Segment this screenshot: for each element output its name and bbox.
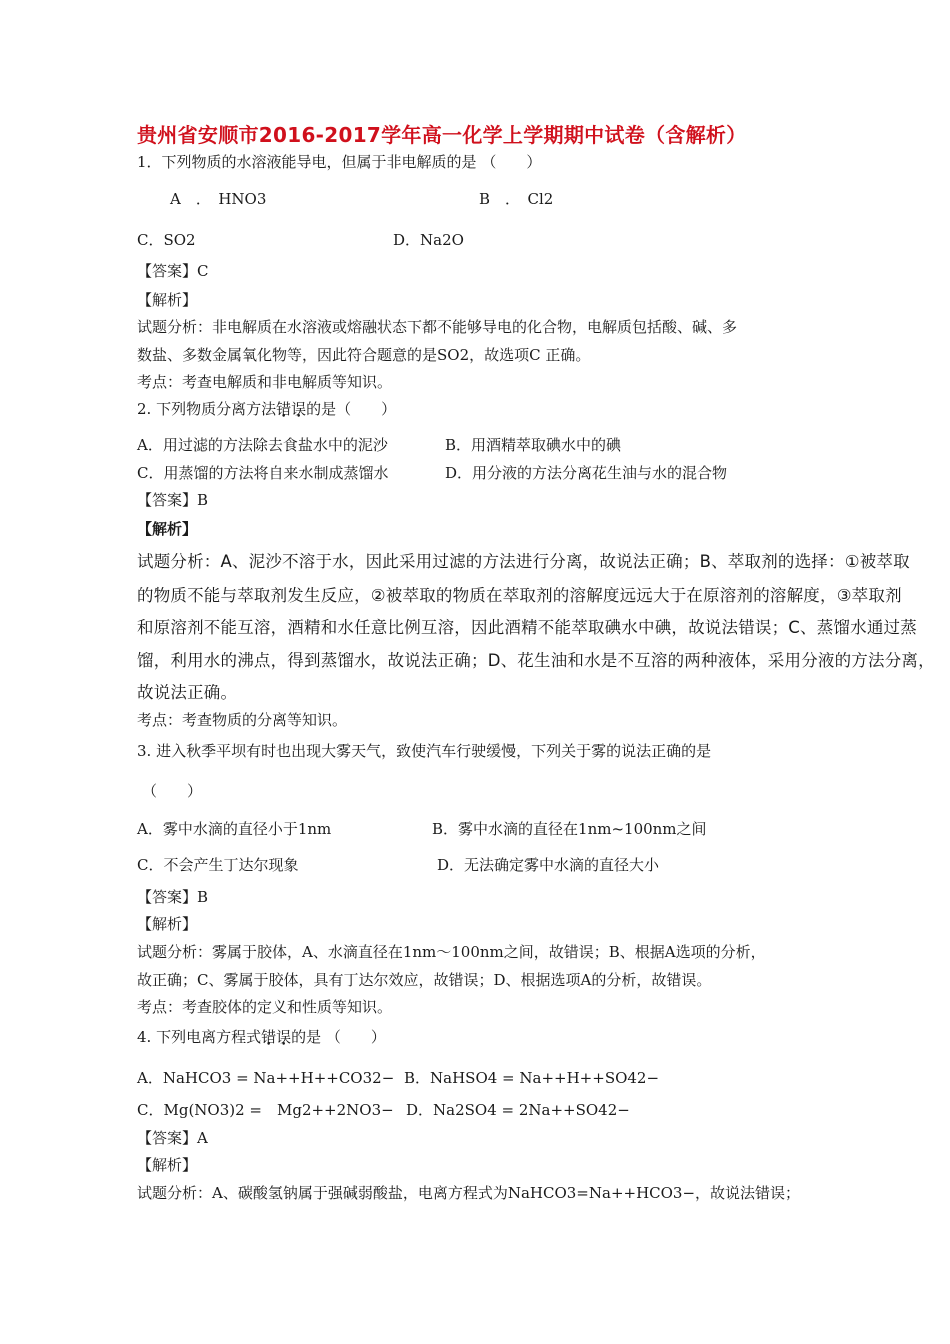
q2-answer: 【答案】B [137, 491, 209, 509]
q4-analysis-title: 【解析】 [137, 1156, 198, 1174]
q1-analysis-title: 【解析】 [137, 291, 198, 309]
q2-analysis-line: 馏，利用水的沸点，得到蒸馏水，故说法正确；D、花生油和水是不互溶的两种液体，采用分液的方法分离， [137, 651, 935, 670]
q1-option-d: D．Na2O [393, 231, 464, 249]
q4-emphasis-char: 错 [261, 1028, 277, 1046]
q2-analysis-line: 故说法正确。 [137, 683, 238, 702]
q3-analysis-line: 故正确；C、雾属于胶体，具有丁达尔效应，故错误；D、根据选项A的分析，故错误。 [137, 971, 712, 989]
page-title: 贵州省安顺市2016-2017学年高一化学上学期期中试卷（含解析） [137, 123, 747, 147]
q1-answer: 【答案】C [137, 262, 209, 280]
q1-option-c: C．SO2 [137, 231, 196, 249]
q4-option-b: B．NaHSO4 = Na++H++SO42− [404, 1069, 660, 1087]
q3-option-d: D．无法确定雾中水滴的直径大小 [437, 856, 660, 874]
q3-analysis-title: 【解析】 [137, 915, 198, 933]
q2-point: 考点：考查物质的分离等知识。 [137, 711, 348, 729]
q4-analysis-line: 试题分析：A、碳酸氢钠属于强碱弱酸盐，电离方程式为NaHCO3=Na++HCO3−，故说法错误； [137, 1184, 801, 1202]
q2-stem-text: 的是（ ） [306, 400, 397, 418]
q3-answer: 【答案】B [137, 888, 209, 906]
q2-option-d: D．用分液的方法分离花生油与水的混合物 [445, 464, 728, 482]
q1-analysis-line: 数盐、多数金属氧化物等，因此符合题意的是SO2，故选项C 正确。 [137, 346, 591, 364]
q1-point: 考点：考查电解质和非电解质等知识。 [137, 373, 393, 391]
q4-option-c: C．Mg(NO3)2 = Mg2++2NO3− [137, 1101, 394, 1119]
q4-option-d: D．Na2SO4 = 2Na++SO42− [406, 1101, 630, 1119]
q1-option-a: A ． HNO3 [170, 190, 267, 208]
q2-analysis-line: 试题分析：A、泥沙不溶于水，因此采用过滤的方法进行分离，故说法正确；B、萃取剂的选择：①被萃取 [137, 552, 910, 571]
q4-stem-text: 4. 下列电离方程式 [137, 1028, 262, 1046]
q2-emphasis-char: 错 [276, 400, 292, 418]
q2-analysis-line: 的物质不能与萃取剂发生反应，②被萃取的物质在萃取剂的溶解度远远大于在原溶剂的溶解度，③萃取剂 [137, 586, 902, 605]
q3-analysis-line: 试题分析：雾属于胶体，A、水滴直径在1nm～100nm之间，故错误；B、根据A选项的分析， [137, 943, 766, 961]
q2-option-c: C．用蒸馏的方法将自来水制成蒸馏水 [137, 464, 389, 482]
q3-option-b: B．雾中水滴的直径在1nm~100nm之间 [432, 820, 707, 838]
q4-answer: 【答案】A [137, 1129, 208, 1147]
q4-stem [137, 1027, 386, 1047]
q4-stem-text: 的是 （ ） [291, 1028, 386, 1046]
q1-stem: 1．下列物质的水溶液能导电，但属于非电解质的是 （ ） [137, 153, 542, 171]
q4-option-a: A．NaHCO3 = Na++H++CO32− [137, 1069, 395, 1087]
q1-option-b: B ． Cl2 [479, 190, 554, 208]
q3-stem: 3. 进入秋季平坝有时也出现大雾天气，致使汽车行驶缓慢，下列关于雾的说法正确的是 [137, 742, 712, 760]
q2-option-a: A．用过滤的方法除去食盐水中的泥沙 [137, 436, 388, 454]
q2-emphasis-char: 误 [291, 400, 307, 418]
q2-stem [137, 399, 396, 419]
q2-analysis-title: 【解析】 [137, 520, 198, 538]
q3-option-c: C．不会产生丁达尔现象 [137, 856, 299, 874]
q3-option-a: A．雾中水滴的直径小于1nm [137, 820, 332, 838]
q1-analysis-line: 试题分析：非电解质在水溶液或熔融状态下都不能够导电的化合物，电解质包括酸、碱、多 [137, 318, 738, 336]
q2-option-b: B．用酒精萃取碘水中的碘 [445, 436, 622, 454]
q3-paren: （ ） [142, 782, 203, 800]
q2-analysis-line: 和原溶剂不能互溶，酒精和水任意比例互溶，因此酒精不能萃取碘水中碘，故说法错误；C、蒸馏水通过蒸 [137, 618, 917, 637]
q2-stem-text: 2. 下列物质分离方法 [137, 400, 277, 418]
q4-emphasis-char: 误 [276, 1028, 292, 1046]
q3-point: 考点：考查胶体的定义和性质等知识。 [137, 998, 393, 1016]
